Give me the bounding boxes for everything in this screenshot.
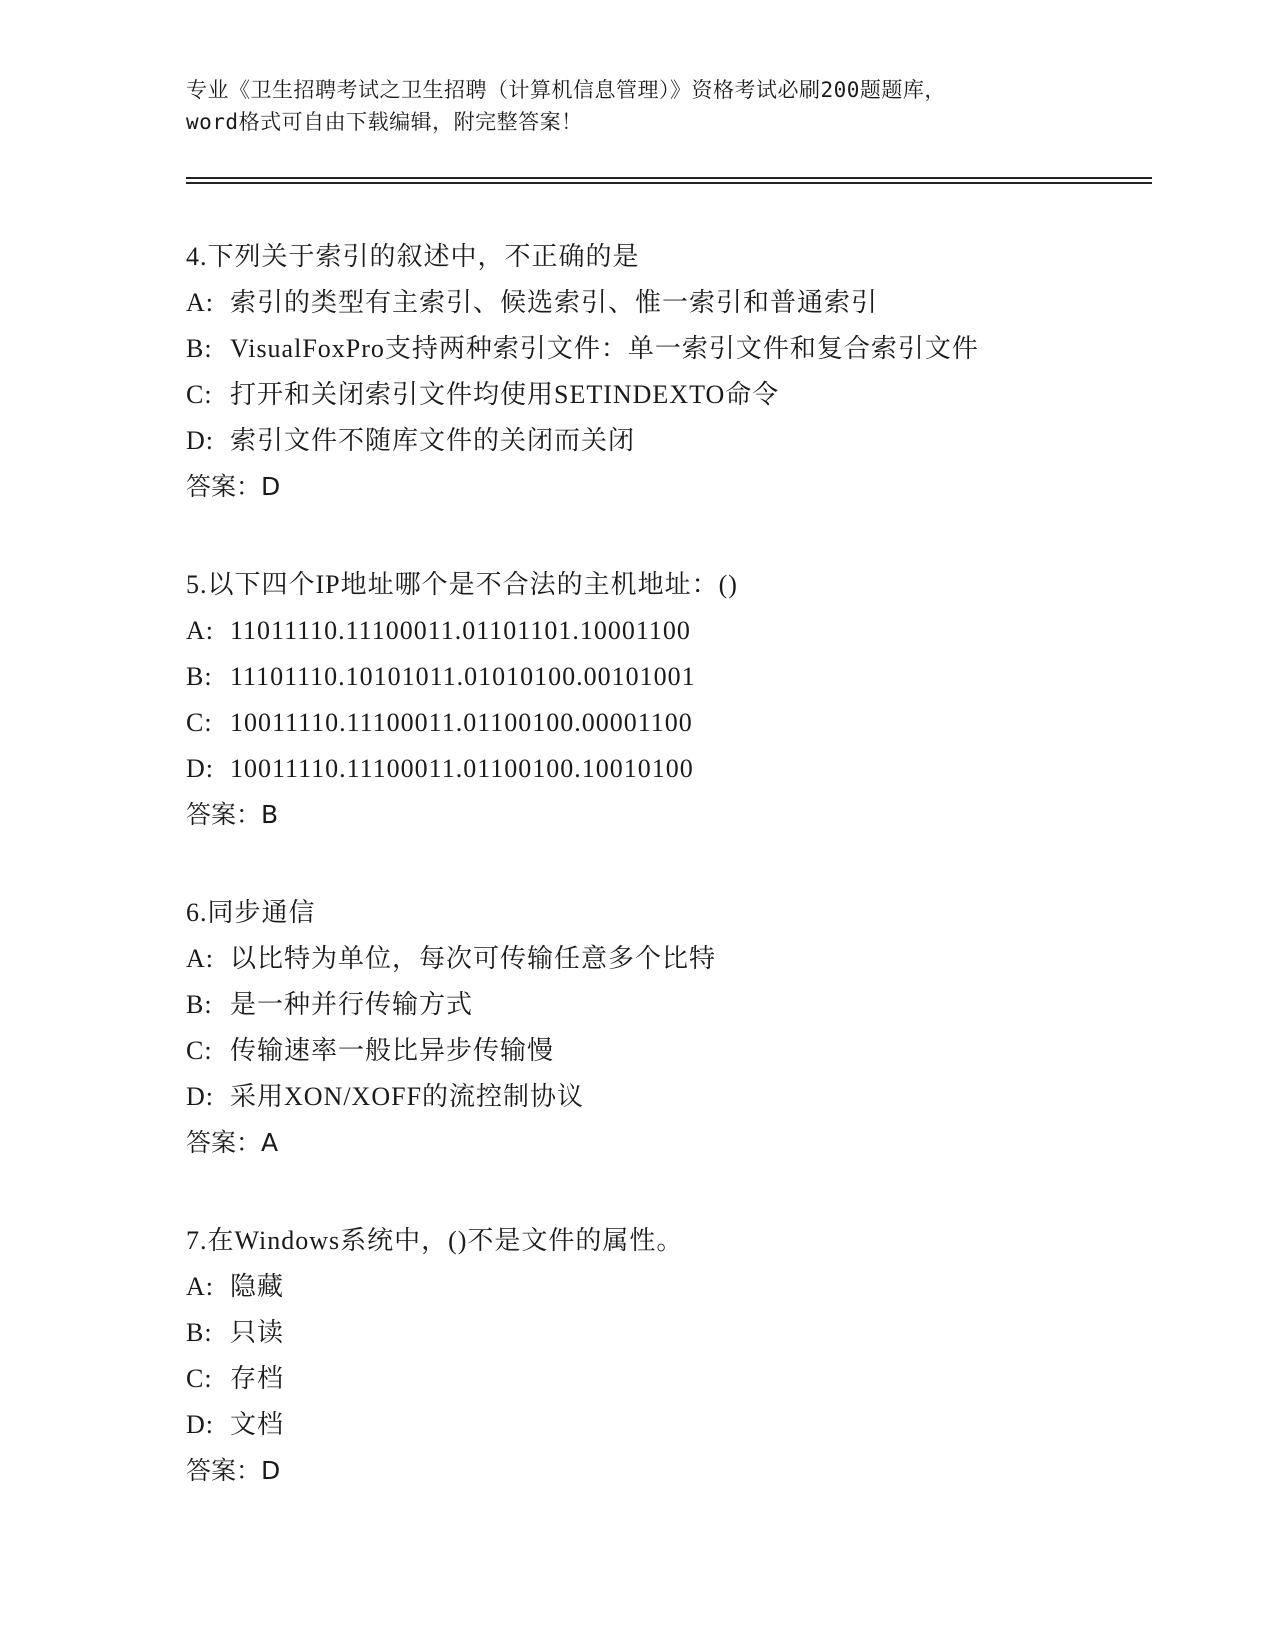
question-stem: 6.同步通信 bbox=[186, 898, 316, 927]
option-text: 10011110.11100011.01100100.00001100 bbox=[230, 708, 693, 737]
option-b bbox=[186, 654, 1146, 700]
option-text: VisualFoxPro支持两种索引文件：单一索引文件和复合索引文件 bbox=[230, 334, 979, 363]
option-a bbox=[186, 608, 1146, 654]
option-key: D: bbox=[186, 426, 214, 455]
option-key: D: bbox=[186, 1410, 214, 1439]
option-text: 10011110.11100011.01100100.10010100 bbox=[230, 754, 694, 783]
option-text: 11011110.11100011.01101101.10001100 bbox=[230, 616, 691, 645]
option-key: D: bbox=[186, 754, 214, 783]
option-text: 索引的类型有主索引、候选索引、惟一索引和普通索引 bbox=[230, 288, 879, 317]
question-stem: 5.以下四个IP地址哪个是不合法的主机地址：() bbox=[186, 570, 738, 599]
option-key: C: bbox=[186, 1036, 213, 1065]
option-c bbox=[186, 1356, 1146, 1402]
option-b bbox=[186, 1310, 1146, 1356]
option-d bbox=[186, 1402, 1146, 1448]
question-5 bbox=[186, 562, 1146, 838]
option-text: 传输速率一般比异步传输慢 bbox=[230, 1036, 555, 1065]
option-b bbox=[186, 326, 1146, 372]
option-c bbox=[186, 700, 1146, 746]
option-a bbox=[186, 936, 1146, 982]
option-key: A: bbox=[186, 1272, 214, 1301]
option-key: C: bbox=[186, 380, 213, 409]
option-text: 采用XON/XOFF的流控制协议 bbox=[230, 1082, 585, 1111]
header-line-2: word格式可自由下载编辑，附完整答案！ bbox=[186, 110, 583, 134]
header-divider-bottom bbox=[186, 182, 1152, 184]
option-key: C: bbox=[186, 1364, 213, 1393]
option-d bbox=[186, 418, 1146, 464]
option-key: A: bbox=[186, 944, 214, 973]
option-key: C: bbox=[186, 708, 213, 737]
question-4 bbox=[186, 234, 1146, 510]
option-text: 存档 bbox=[230, 1364, 285, 1393]
option-key: B: bbox=[186, 1318, 213, 1347]
option-key: B: bbox=[186, 334, 213, 363]
option-text: 打开和关闭索引文件均使用SETINDEXTO命令 bbox=[230, 380, 780, 409]
option-a bbox=[186, 1264, 1146, 1310]
option-c bbox=[186, 372, 1146, 418]
question-6 bbox=[186, 890, 1146, 1166]
answer-line: 答案：B bbox=[186, 800, 279, 829]
option-a bbox=[186, 280, 1146, 326]
answer-line: 答案：A bbox=[186, 1128, 279, 1157]
option-key: D: bbox=[186, 1082, 214, 1111]
question-stem: 7.在Windows系统中，()不是文件的属性。 bbox=[186, 1226, 684, 1255]
option-b bbox=[186, 982, 1146, 1028]
option-text: 以比特为单位，每次可传输任意多个比特 bbox=[230, 944, 717, 973]
option-text: 索引文件不随库文件的关闭而关闭 bbox=[230, 426, 636, 455]
question-7 bbox=[186, 1218, 1146, 1494]
question-stem: 4.下列关于索引的叙述中，不正确的是 bbox=[186, 242, 640, 271]
header-divider-top bbox=[186, 177, 1152, 179]
option-key: A: bbox=[186, 616, 214, 645]
document-header bbox=[186, 74, 1086, 138]
question-list bbox=[186, 234, 1146, 1546]
header-line-1: 专业《卫生招聘考试之卫生招聘（计算机信息管理）》资格考试必刷200题题库， bbox=[186, 78, 946, 102]
option-c bbox=[186, 1028, 1146, 1074]
option-text: 11101110.10101011.01010100.00101001 bbox=[230, 662, 696, 691]
option-key: A: bbox=[186, 288, 214, 317]
option-text: 是一种并行传输方式 bbox=[230, 990, 474, 1019]
option-text: 文档 bbox=[230, 1410, 285, 1439]
answer-line: 答案：D bbox=[186, 472, 281, 501]
option-text: 只读 bbox=[230, 1318, 285, 1347]
option-d bbox=[186, 1074, 1146, 1120]
option-key: B: bbox=[186, 990, 213, 1019]
answer-line: 答案：D bbox=[186, 1456, 281, 1485]
option-d bbox=[186, 746, 1146, 792]
option-text: 隐藏 bbox=[230, 1272, 285, 1301]
option-key: B: bbox=[186, 662, 213, 691]
